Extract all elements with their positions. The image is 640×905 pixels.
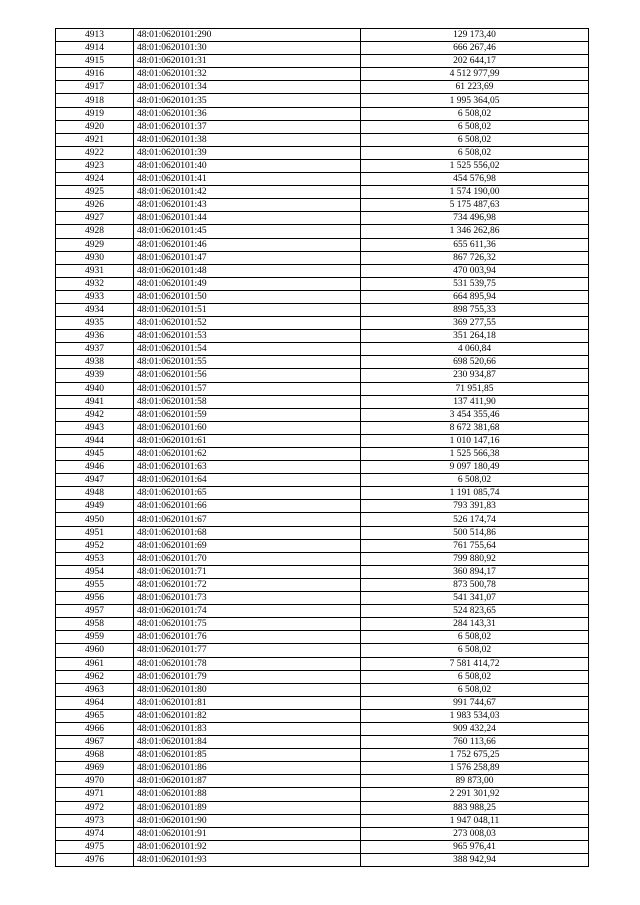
table-row	[56, 133, 589, 146]
table-row	[56, 775, 589, 788]
cadastral-value-cell: 273 008,03	[361, 827, 589, 840]
cadastral-value-cell: 6 508,02	[361, 120, 589, 133]
table-row	[56, 290, 589, 303]
cadastral-number-cell: 48:01:0620101:44	[134, 212, 361, 225]
row-number-cell: 4973	[56, 814, 134, 827]
table-row	[56, 264, 589, 277]
cadastral-value-cell: 526 174,74	[361, 513, 589, 526]
row-number-cell: 4975	[56, 840, 134, 853]
row-number-cell: 4949	[56, 500, 134, 513]
row-number-cell: 4943	[56, 421, 134, 434]
cadastral-number-cell: 48:01:0620101:81	[134, 696, 361, 709]
row-number-cell: 4958	[56, 618, 134, 631]
row-number-cell: 4942	[56, 408, 134, 421]
cadastral-number-cell: 48:01:0620101:30	[134, 42, 361, 55]
cadastral-number-cell: 48:01:0620101:78	[134, 657, 361, 670]
row-number-cell: 4926	[56, 199, 134, 212]
table-row	[56, 605, 589, 618]
table-row	[56, 68, 589, 81]
cadastral-value-cell: 698 520,66	[361, 356, 589, 369]
row-number-cell: 4972	[56, 801, 134, 814]
row-number-cell: 4969	[56, 762, 134, 775]
cadastral-number-cell: 48:01:0620101:74	[134, 605, 361, 618]
table-row	[56, 461, 589, 474]
table-row	[56, 317, 589, 330]
row-number-cell: 4952	[56, 539, 134, 552]
row-number-cell: 4944	[56, 434, 134, 447]
table-row	[56, 736, 589, 749]
row-number-cell: 4950	[56, 513, 134, 526]
row-number-cell: 4916	[56, 68, 134, 81]
cadastral-number-cell: 48:01:0620101:92	[134, 840, 361, 853]
table-row	[56, 382, 589, 395]
table-row	[56, 487, 589, 500]
cadastral-number-cell: 48:01:0620101:86	[134, 762, 361, 775]
cadastral-value-cell: 1 191 085,74	[361, 487, 589, 500]
cadastral-number-cell: 48:01:0620101:90	[134, 814, 361, 827]
table-row	[56, 186, 589, 199]
row-number-cell: 4965	[56, 709, 134, 722]
row-number-cell: 4938	[56, 356, 134, 369]
cadastral-number-cell: 48:01:0620101:31	[134, 55, 361, 68]
table-row	[56, 421, 589, 434]
cadastral-value-cell: 6 508,02	[361, 474, 589, 487]
row-number-cell: 4922	[56, 146, 134, 159]
row-number-cell: 4929	[56, 238, 134, 251]
cadastral-value-cell: 799 880,92	[361, 552, 589, 565]
table-row	[56, 539, 589, 552]
table-row	[56, 303, 589, 316]
table-row	[56, 330, 589, 343]
row-number-cell: 4934	[56, 303, 134, 316]
cadastral-value-cell: 454 576,98	[361, 173, 589, 186]
table-row	[56, 513, 589, 526]
row-number-cell: 4919	[56, 107, 134, 120]
table-row	[56, 762, 589, 775]
cadastral-number-cell: 48:01:0620101:65	[134, 487, 361, 500]
cadastral-value-cell: 1 346 262,86	[361, 225, 589, 238]
cadastral-number-cell: 48:01:0620101:45	[134, 225, 361, 238]
cadastral-number-cell: 48:01:0620101:87	[134, 775, 361, 788]
cadastral-value-cell: 6 508,02	[361, 133, 589, 146]
table-row	[56, 552, 589, 565]
table-row	[56, 657, 589, 670]
cadastral-number-cell: 48:01:0620101:77	[134, 644, 361, 657]
table-row	[56, 29, 589, 42]
cadastral-value-cell: 873 500,78	[361, 578, 589, 591]
cadastral-number-cell: 48:01:0620101:69	[134, 539, 361, 552]
cadastral-value-cell: 2 291 301,92	[361, 788, 589, 801]
cadastral-number-cell: 48:01:0620101:75	[134, 618, 361, 631]
row-number-cell: 4947	[56, 474, 134, 487]
cadastral-value-cell: 793 391,83	[361, 500, 589, 513]
cadastral-value-cell: 7 581 414,72	[361, 657, 589, 670]
cadastral-value-cell: 284 143,31	[361, 618, 589, 631]
cadastral-value-cell: 89 873,00	[361, 775, 589, 788]
table-row	[56, 722, 589, 735]
row-number-cell: 4917	[56, 81, 134, 94]
row-number-cell: 4946	[56, 461, 134, 474]
cadastral-number-cell: 48:01:0620101:72	[134, 578, 361, 591]
cadastral-number-cell: 48:01:0620101:73	[134, 592, 361, 605]
cadastral-number-cell: 48:01:0620101:57	[134, 382, 361, 395]
table-row	[56, 42, 589, 55]
cadastral-value-cell: 71 951,85	[361, 382, 589, 395]
table-row	[56, 173, 589, 186]
row-number-cell: 4913	[56, 29, 134, 42]
table-row	[56, 55, 589, 68]
table-row	[56, 618, 589, 631]
row-number-cell: 4936	[56, 330, 134, 343]
cadastral-value-table	[55, 28, 589, 867]
row-number-cell: 4927	[56, 212, 134, 225]
cadastral-value-cell: 9 097 180,49	[361, 461, 589, 474]
cadastral-value-cell: 6 508,02	[361, 683, 589, 696]
table-row	[56, 120, 589, 133]
row-number-cell: 4914	[56, 42, 134, 55]
table-row	[56, 500, 589, 513]
row-number-cell: 4945	[56, 448, 134, 461]
cadastral-value-cell: 6 508,02	[361, 107, 589, 120]
cadastral-number-cell: 48:01:0620101:46	[134, 238, 361, 251]
cadastral-value-cell: 470 003,94	[361, 264, 589, 277]
row-number-cell: 4932	[56, 277, 134, 290]
row-number-cell: 4918	[56, 94, 134, 107]
row-number-cell: 4915	[56, 55, 134, 68]
cadastral-value-cell: 6 508,02	[361, 631, 589, 644]
cadastral-number-cell: 48:01:0620101:61	[134, 434, 361, 447]
cadastral-number-cell: 48:01:0620101:55	[134, 356, 361, 369]
row-number-cell: 4940	[56, 382, 134, 395]
cadastral-number-cell: 48:01:0620101:53	[134, 330, 361, 343]
row-number-cell: 4941	[56, 395, 134, 408]
cadastral-value-cell: 991 744,67	[361, 696, 589, 709]
table-body	[56, 29, 589, 867]
cadastral-value-cell: 1 752 675,25	[361, 749, 589, 762]
cadastral-number-cell: 48:01:0620101:60	[134, 421, 361, 434]
cadastral-value-cell: 129 173,40	[361, 29, 589, 42]
cadastral-number-cell: 48:01:0620101:85	[134, 749, 361, 762]
cadastral-number-cell: 48:01:0620101:43	[134, 199, 361, 212]
cadastral-value-cell: 6 508,02	[361, 146, 589, 159]
row-number-cell: 4959	[56, 631, 134, 644]
row-number-cell: 4925	[56, 186, 134, 199]
table-row	[56, 212, 589, 225]
cadastral-number-cell: 48:01:0620101:80	[134, 683, 361, 696]
cadastral-value-cell: 230 934,87	[361, 369, 589, 382]
table-row	[56, 592, 589, 605]
table-row	[56, 801, 589, 814]
row-number-cell: 4968	[56, 749, 134, 762]
cadastral-value-cell: 524 823,65	[361, 605, 589, 618]
row-number-cell: 4937	[56, 343, 134, 356]
cadastral-number-cell: 48:01:0620101:83	[134, 722, 361, 735]
cadastral-number-cell: 48:01:0620101:38	[134, 133, 361, 146]
row-number-cell: 4921	[56, 133, 134, 146]
cadastral-number-cell: 48:01:0620101:32	[134, 68, 361, 81]
cadastral-value-cell: 867 726,32	[361, 251, 589, 264]
row-number-cell: 4933	[56, 290, 134, 303]
cadastral-value-cell: 1 525 566,38	[361, 448, 589, 461]
table-row	[56, 159, 589, 172]
cadastral-value-cell: 8 672 381,68	[361, 421, 589, 434]
table-row	[56, 683, 589, 696]
cadastral-value-cell: 61 223,69	[361, 81, 589, 94]
cadastral-value-cell: 909 432,24	[361, 722, 589, 735]
cadastral-value-cell: 500 514,86	[361, 526, 589, 539]
cadastral-value-cell: 4 060,84	[361, 343, 589, 356]
cadastral-number-cell: 48:01:0620101:93	[134, 853, 361, 866]
row-number-cell: 4976	[56, 853, 134, 866]
table-row	[56, 578, 589, 591]
cadastral-number-cell: 48:01:0620101:91	[134, 827, 361, 840]
row-number-cell: 4957	[56, 605, 134, 618]
table-row	[56, 369, 589, 382]
row-number-cell: 4967	[56, 736, 134, 749]
cadastral-value-cell: 4 512 977,99	[361, 68, 589, 81]
table-row	[56, 146, 589, 159]
cadastral-number-cell: 48:01:0620101:37	[134, 120, 361, 133]
cadastral-number-cell: 48:01:0620101:89	[134, 801, 361, 814]
table-row	[56, 827, 589, 840]
cadastral-value-cell: 898 755,33	[361, 303, 589, 316]
row-number-cell: 4948	[56, 487, 134, 500]
table-row	[56, 474, 589, 487]
cadastral-number-cell: 48:01:0620101:41	[134, 173, 361, 186]
row-number-cell: 4961	[56, 657, 134, 670]
cadastral-value-cell: 6 508,02	[361, 670, 589, 683]
table-row	[56, 94, 589, 107]
table-row	[56, 277, 589, 290]
cadastral-value-cell: 664 895,94	[361, 290, 589, 303]
row-number-cell: 4923	[56, 159, 134, 172]
table-row	[56, 631, 589, 644]
cadastral-number-cell: 48:01:0620101:49	[134, 277, 361, 290]
cadastral-number-cell: 48:01:0620101:59	[134, 408, 361, 421]
cadastral-number-cell: 48:01:0620101:76	[134, 631, 361, 644]
cadastral-value-cell: 360 894,17	[361, 565, 589, 578]
cadastral-value-cell: 531 539,75	[361, 277, 589, 290]
cadastral-value-cell: 137 411,90	[361, 395, 589, 408]
cadastral-value-cell: 6 508,02	[361, 644, 589, 657]
row-number-cell: 4966	[56, 722, 134, 735]
table-row	[56, 788, 589, 801]
cadastral-number-cell: 48:01:0620101:88	[134, 788, 361, 801]
cadastral-value-cell: 883 988,25	[361, 801, 589, 814]
row-number-cell: 4960	[56, 644, 134, 657]
cadastral-value-cell: 965 976,41	[361, 840, 589, 853]
cadastral-value-cell: 734 496,98	[361, 212, 589, 225]
cadastral-number-cell: 48:01:0620101:39	[134, 146, 361, 159]
cadastral-number-cell: 48:01:0620101:64	[134, 474, 361, 487]
row-number-cell: 4951	[56, 526, 134, 539]
row-number-cell: 4974	[56, 827, 134, 840]
table-row	[56, 448, 589, 461]
cadastral-value-cell: 541 341,07	[361, 592, 589, 605]
cadastral-number-cell: 48:01:0620101:50	[134, 290, 361, 303]
cadastral-value-cell: 351 264,18	[361, 330, 589, 343]
table-row	[56, 749, 589, 762]
cadastral-number-cell: 48:01:0620101:84	[134, 736, 361, 749]
cadastral-number-cell: 48:01:0620101:66	[134, 500, 361, 513]
row-number-cell: 4931	[56, 264, 134, 277]
cadastral-value-cell: 1 947 048,11	[361, 814, 589, 827]
cadastral-number-cell: 48:01:0620101:82	[134, 709, 361, 722]
table-row	[56, 81, 589, 94]
cadastral-number-cell: 48:01:0620101:67	[134, 513, 361, 526]
cadastral-number-cell: 48:01:0620101:42	[134, 186, 361, 199]
table-row	[56, 395, 589, 408]
cadastral-value-cell: 1 576 258,89	[361, 762, 589, 775]
row-number-cell: 4953	[56, 552, 134, 565]
row-number-cell: 4935	[56, 317, 134, 330]
cadastral-value-cell: 655 611,36	[361, 238, 589, 251]
table-row	[56, 251, 589, 264]
cadastral-number-cell: 48:01:0620101:54	[134, 343, 361, 356]
row-number-cell: 4939	[56, 369, 134, 382]
row-number-cell: 4956	[56, 592, 134, 605]
table-row	[56, 670, 589, 683]
cadastral-number-cell: 48:01:0620101:51	[134, 303, 361, 316]
cadastral-number-cell: 48:01:0620101:79	[134, 670, 361, 683]
table-row	[56, 356, 589, 369]
cadastral-number-cell: 48:01:0620101:63	[134, 461, 361, 474]
cadastral-number-cell: 48:01:0620101:71	[134, 565, 361, 578]
table-row	[56, 225, 589, 238]
table-row	[56, 565, 589, 578]
table-row	[56, 238, 589, 251]
table-row	[56, 343, 589, 356]
row-number-cell: 4954	[56, 565, 134, 578]
cadastral-number-cell: 48:01:0620101:34	[134, 81, 361, 94]
cadastral-value-cell: 1 995 364,05	[361, 94, 589, 107]
row-number-cell: 4924	[56, 173, 134, 186]
cadastral-value-cell: 5 175 487,63	[361, 199, 589, 212]
row-number-cell: 4964	[56, 696, 134, 709]
cadastral-number-cell: 48:01:0620101:35	[134, 94, 361, 107]
cadastral-number-cell: 48:01:0620101:48	[134, 264, 361, 277]
cadastral-value-cell: 388 942,94	[361, 853, 589, 866]
table-row	[56, 709, 589, 722]
table-row	[56, 696, 589, 709]
cadastral-number-cell: 48:01:0620101:290	[134, 29, 361, 42]
cadastral-value-cell: 3 454 355,46	[361, 408, 589, 421]
cadastral-number-cell: 48:01:0620101:70	[134, 552, 361, 565]
cadastral-number-cell: 48:01:0620101:62	[134, 448, 361, 461]
row-number-cell: 4963	[56, 683, 134, 696]
table-row	[56, 434, 589, 447]
row-number-cell: 4955	[56, 578, 134, 591]
row-number-cell: 4920	[56, 120, 134, 133]
cadastral-value-cell: 1 010 147,16	[361, 434, 589, 447]
table-row	[56, 840, 589, 853]
row-number-cell: 4962	[56, 670, 134, 683]
cadastral-value-cell: 1 574 190,00	[361, 186, 589, 199]
cadastral-value-cell: 666 267,46	[361, 42, 589, 55]
cadastral-number-cell: 48:01:0620101:36	[134, 107, 361, 120]
table-row	[56, 853, 589, 866]
row-number-cell: 4930	[56, 251, 134, 264]
cadastral-number-cell: 48:01:0620101:47	[134, 251, 361, 264]
table-row	[56, 107, 589, 120]
cadastral-value-cell: 761 755,64	[361, 539, 589, 552]
cadastral-value-cell: 202 644,17	[361, 55, 589, 68]
cadastral-number-cell: 48:01:0620101:56	[134, 369, 361, 382]
cadastral-number-cell: 48:01:0620101:68	[134, 526, 361, 539]
cadastral-number-cell: 48:01:0620101:52	[134, 317, 361, 330]
cadastral-value-cell: 1 525 556,02	[361, 159, 589, 172]
cadastral-value-cell: 369 277,55	[361, 317, 589, 330]
cadastral-value-cell: 760 113,66	[361, 736, 589, 749]
table-row	[56, 199, 589, 212]
table-row	[56, 408, 589, 421]
cadastral-number-cell: 48:01:0620101:58	[134, 395, 361, 408]
cadastral-number-cell: 48:01:0620101:40	[134, 159, 361, 172]
table-row	[56, 526, 589, 539]
row-number-cell: 4970	[56, 775, 134, 788]
cadastral-value-cell: 1 983 534,03	[361, 709, 589, 722]
row-number-cell: 4971	[56, 788, 134, 801]
table-row	[56, 644, 589, 657]
table-row	[56, 814, 589, 827]
row-number-cell: 4928	[56, 225, 134, 238]
